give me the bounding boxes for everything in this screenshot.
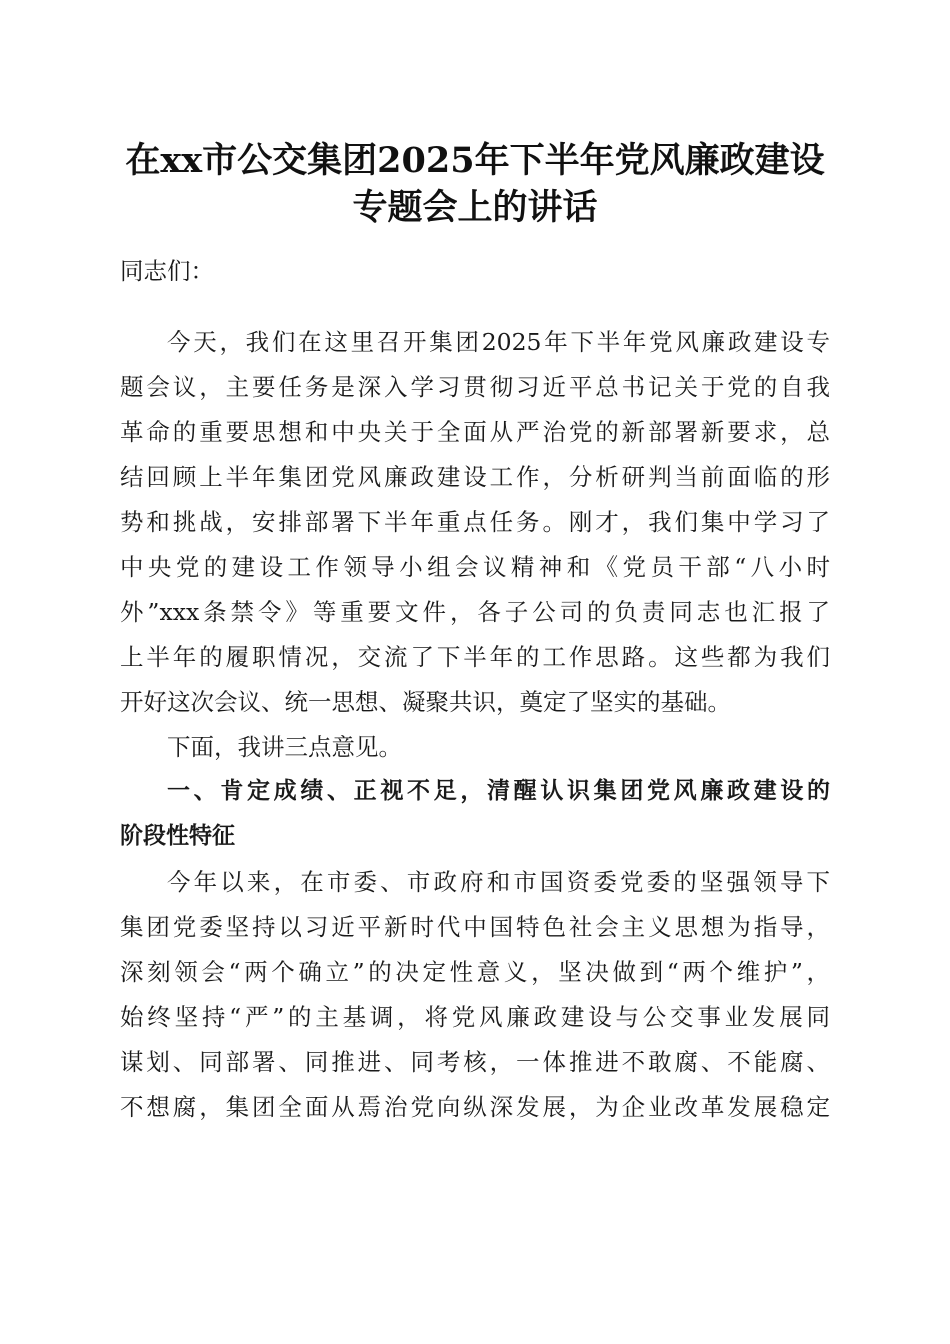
paragraph-line: 始终坚持“严”的主基调，将党风廉政建设与公交事业发展同 — [120, 1003, 830, 1031]
title-line-1: 在xx市公交集团2025年下半年党风廉政建设 — [125, 140, 825, 181]
paragraph-line: 结回顾上半年集团党风廉政建设工作，分析研判当前面临的形 — [120, 463, 830, 491]
paragraph-line: 深刻领会“两个确立”的决定性意义，坚决做到“两个维护”， — [120, 958, 830, 986]
salutation: 同志们： — [120, 257, 214, 285]
paragraph-line: 谋划、同部署、同推进、同考核，一体推进不敢腐、不能腐、 — [120, 1048, 830, 1076]
paragraph-line: 今年以来，在市委、市政府和市国资委党委的坚强领导下 — [167, 868, 830, 896]
section-heading-line: 一、肯定成绩、正视不足，清醒认识集团党风廉政建设的 — [167, 778, 830, 804]
paragraph-line: 开好这次会议、统一思想、凝聚共识，奠定了坚实的基础。 — [120, 688, 731, 716]
paragraph-line: 外”xxx条禁令》等重要文件，各子公司的负责同志也汇报了 — [120, 598, 830, 626]
paragraph-line: 上半年的履职情况，交流了下半年的工作思路。这些都为我们 — [120, 643, 830, 671]
title-line-2: 专题会上的讲话 — [352, 187, 598, 228]
paragraph-line: 题会议，主要任务是深入学习贯彻习近平总书记关于党的自我 — [120, 373, 830, 401]
paragraph-line: 今天，我们在这里召开集团2025年下半年党风廉政建设专 — [167, 328, 830, 356]
paragraph-line: 中央党的建设工作领导小组会议精神和《党员干部“八小时 — [120, 553, 830, 581]
paragraph-line: 革命的重要思想和中央关于全面从严治党的新部署新要求，总 — [120, 418, 830, 446]
section-heading-line: 阶段性特征 — [120, 823, 235, 849]
paragraph-line: 下面，我讲三点意见。 — [167, 733, 402, 761]
paragraph-line: 势和挑战，安排部署下半年重点任务。刚才，我们集中学习了 — [120, 508, 830, 536]
paragraph-line: 集团党委坚持以习近平新时代中国特色社会主义思想为指导， — [120, 913, 830, 941]
paragraph-line: 不想腐，集团全面从焉治党向纵深发展，为企业改革发展稳定 — [120, 1093, 830, 1121]
